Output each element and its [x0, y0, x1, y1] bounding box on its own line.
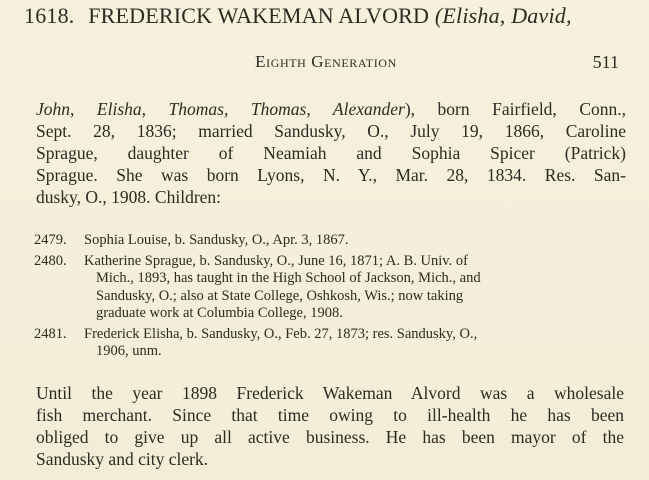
- child-number: 2481.: [34, 325, 67, 342]
- biography-paragraph: [36, 98, 626, 208]
- child-entry: [34, 253, 630, 323]
- entry-name: FREDERICK WAKEMAN ALVORD: [88, 3, 430, 28]
- child-text: Katherine Sprague, b. Sandusky, O., June 16, 1871; A. B. Univ. of: [84, 252, 468, 269]
- child-text: Sophia Louise, b. Sandusky, O., Apr. 3, 1867.: [84, 232, 349, 248]
- child-text: graduate work at Columbia College, 1908.: [96, 305, 343, 321]
- closing-line: fish merchant. Since that time owing to ill-health he has been: [36, 405, 624, 425]
- child-text: 1906, unm.: [96, 343, 162, 359]
- children-list: [34, 232, 630, 364]
- running-head: [0, 52, 649, 76]
- child-number: 2479.: [34, 232, 67, 248]
- child-number: 2480.: [34, 252, 67, 269]
- page-number: 511: [592, 52, 619, 72]
- lineage-continuation: John, Elisha, Thomas, Thomas, Alexander: [36, 99, 405, 119]
- child-entry: [34, 232, 630, 250]
- closing-line: obliged to give up all active business. He has been mayor of the: [36, 427, 624, 447]
- child-text: Mich., 1893, has taught in the High School of Jackson, Mich., and: [96, 270, 481, 286]
- closing-paragraph: [36, 382, 624, 470]
- biography-line: Sept. 28, 1836; married Sandusky, O., July 19, 1866, Caroline: [36, 121, 626, 141]
- biography-line: Sprague, daughter of Neamiah and Sophia Spicer (Patrick): [36, 143, 626, 163]
- biography-line: Sprague. She was born Lyons, N. Y., Mar. 28, 1834. Res. San-: [36, 165, 626, 185]
- entry-number: 1618.: [24, 3, 75, 28]
- closing-line: Until the year 1898 Frederick Wakeman Alvord was a wholesale: [36, 383, 624, 403]
- biography-line: dusky, O., 1908. Children:: [36, 187, 222, 207]
- closing-line: Sandusky and city clerk.: [36, 449, 209, 469]
- biography-line-rest: ), born Fairfield, Conn.,: [404, 99, 627, 119]
- child-text: Sandusky, O.; also at State College, Oshkosh, Wis.; now taking: [96, 287, 464, 304]
- entry-heading: [24, 4, 634, 28]
- child-entry: [34, 326, 630, 361]
- entry-lineage-start: (Elisha, David,: [434, 3, 572, 28]
- running-head-title: Eighth Generation: [255, 52, 397, 71]
- child-text: Frederick Elisha, b. Sandusky, O., Feb. 27, 1873; res. Sandusky, O.,: [84, 325, 478, 342]
- biography-line: [36, 98, 626, 120]
